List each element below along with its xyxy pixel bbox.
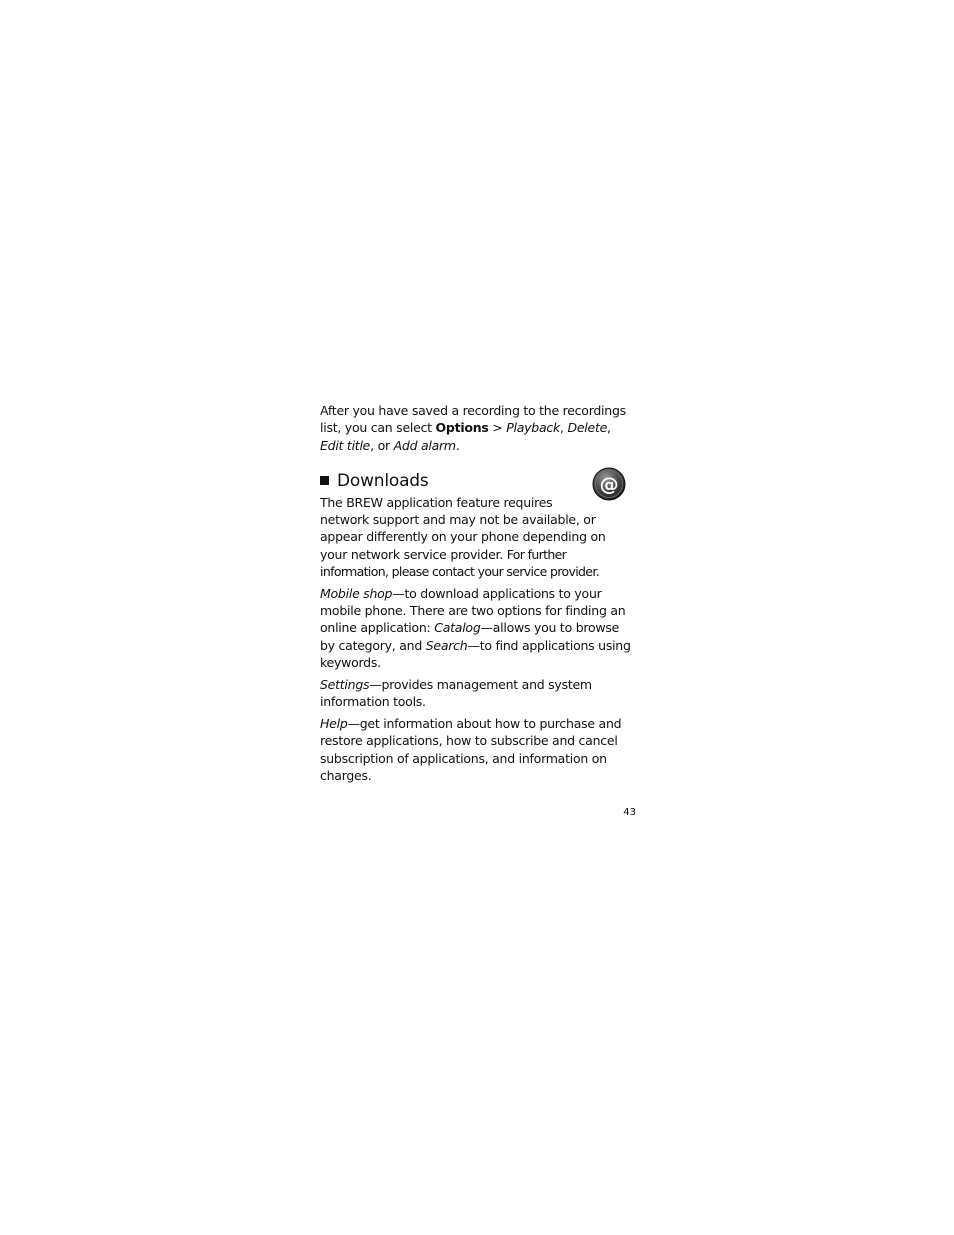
page-content bbox=[320, 402, 636, 789]
catalog-text: —allows you to browse by category, and bbox=[320, 620, 620, 653]
help-paragraph bbox=[320, 715, 636, 784]
mobile-shop-paragraph bbox=[320, 585, 636, 671]
intro-paragraph bbox=[320, 402, 636, 454]
period: . bbox=[455, 437, 460, 453]
comma: , bbox=[607, 420, 611, 436]
add-alarm-option: Add alarm bbox=[393, 437, 456, 453]
brew-note-text: The BREW application feature requires network support and may not be available, or appear differently on your phone depending on your network service provider. bbox=[320, 494, 606, 562]
options-menu-term: Options bbox=[435, 420, 489, 436]
search-term: Search bbox=[425, 637, 468, 653]
catalog-term: Catalog bbox=[434, 620, 481, 636]
settings-paragraph bbox=[320, 676, 636, 711]
brew-note-contact-text: For further information, please contact your service provider. bbox=[320, 546, 600, 580]
section-title: Downloads bbox=[337, 470, 429, 491]
help-term: Help bbox=[320, 715, 348, 731]
mobile-shop-text: —to download applications to your mobile phone. There are two options for finding an online application: bbox=[320, 585, 626, 636]
settings-text: —provides management and system information tools. bbox=[320, 676, 592, 710]
intro-text: After you have saved a recording to the recordings list, you can select bbox=[320, 403, 626, 436]
help-text: —get information about how to purchase and restore applications, how to subscribe and cancel subscription of applications, and information on charges. bbox=[320, 715, 622, 783]
settings-term: Settings bbox=[320, 676, 370, 692]
square-bullet-icon bbox=[320, 476, 329, 485]
search-text: —to find applications using keywords. bbox=[320, 637, 631, 671]
edit-title-option: Edit title bbox=[320, 437, 371, 453]
delete-option: Delete bbox=[567, 420, 608, 436]
at-sign-icon bbox=[592, 467, 626, 501]
or-text: , or bbox=[370, 437, 394, 453]
comma: , bbox=[560, 420, 568, 436]
playback-option: Playback bbox=[506, 420, 561, 436]
menu-separator: > bbox=[488, 420, 507, 436]
mobile-shop-term: Mobile shop bbox=[320, 585, 393, 601]
section-heading-downloads bbox=[320, 470, 636, 492]
svg-text:@: @ bbox=[599, 473, 619, 496]
brew-note-paragraph bbox=[320, 494, 636, 580]
page-number: 43 bbox=[623, 807, 636, 818]
